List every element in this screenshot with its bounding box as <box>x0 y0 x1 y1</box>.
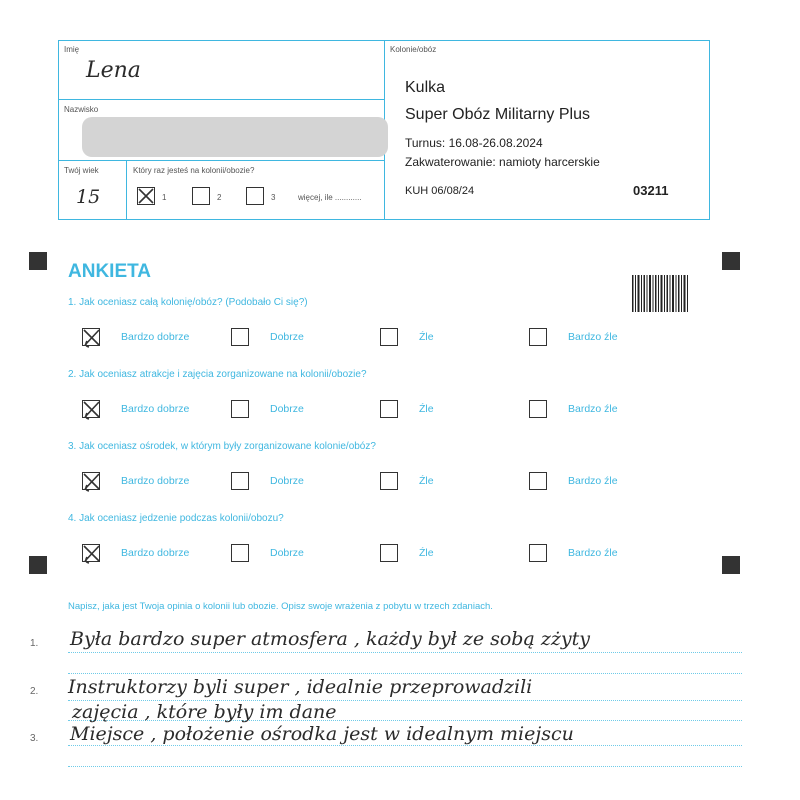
camp-number: 03211 <box>633 183 669 198</box>
rating-checkbox[interactable] <box>380 544 398 562</box>
rating-checkbox[interactable] <box>529 472 547 490</box>
times-option-3: 3 <box>271 193 276 202</box>
question-text: 2. Jak oceniasz atrakcje i zajęcia zorganizowane na kolonii/obozie? <box>68 369 367 380</box>
registration-marker <box>722 556 740 574</box>
registration-marker <box>29 252 47 270</box>
line-number-3: 3. <box>30 733 39 744</box>
rating-option-label: Źle <box>419 331 434 343</box>
times-checkbox-3[interactable] <box>246 187 264 205</box>
rating-option-label: Bardzo źle <box>568 331 618 343</box>
rating-option-label: Dobrze <box>270 403 304 415</box>
zakwaterowanie: Zakwaterowanie: namioty harcerskie <box>405 155 600 169</box>
times-option-1: 1 <box>162 193 167 202</box>
nazwisko-label: Nazwisko <box>64 105 99 114</box>
times-option-2: 2 <box>217 193 222 202</box>
times-checkbox-2[interactable] <box>192 187 210 205</box>
line-number-2: 2. <box>30 686 39 697</box>
rating-checkbox[interactable] <box>529 328 547 346</box>
rating-checkbox[interactable] <box>82 472 100 490</box>
rating-option-label: Dobrze <box>270 547 304 559</box>
answer-line-1: Była bardzo super atmosfera , każdy był ze sobą zżyty <box>70 628 590 650</box>
rating-checkbox[interactable] <box>82 400 100 418</box>
answer-line-3: Miejsce , położenie ośrodka jest w idealnym miejscu <box>70 723 574 745</box>
rating-checkbox[interactable] <box>529 544 547 562</box>
camp-title: Super Obóz Militarny Plus <box>405 106 590 123</box>
answer-line-2: Instruktorzy byli super , idealnie przeprowadzili <box>68 676 533 698</box>
rating-checkbox[interactable] <box>82 328 100 346</box>
rating-checkbox[interactable] <box>82 544 100 562</box>
rating-option-label: Bardzo źle <box>568 475 618 487</box>
wiek-value: 15 <box>76 186 101 208</box>
rating-option-label: Źle <box>419 475 434 487</box>
rating-option-label: Dobrze <box>270 331 304 343</box>
rating-option-label: Bardzo dobrze <box>121 547 190 559</box>
rating-option-label: Źle <box>419 403 434 415</box>
imie-label: Imię <box>64 45 80 54</box>
checkmark-icon <box>136 186 156 206</box>
barcode <box>632 275 688 312</box>
rating-option-label: Bardzo źle <box>568 547 618 559</box>
rating-option-label: Bardzo źle <box>568 403 618 415</box>
question-text: 4. Jak oceniasz jedzenie podczas kolonii/obozu? <box>68 513 284 524</box>
rating-checkbox[interactable] <box>231 544 249 562</box>
survey-title: ANKIETA <box>68 261 152 282</box>
rating-option-label: Bardzo dobrze <box>121 475 190 487</box>
checkmark-icon <box>81 543 103 565</box>
rating-option-label: Źle <box>419 547 434 559</box>
rating-checkbox[interactable] <box>231 328 249 346</box>
writing-line <box>68 652 742 653</box>
rating-checkbox[interactable] <box>231 400 249 418</box>
question-text: 3. Jak oceniasz ośrodek, w którym były zorganizowane kolonie/obóz? <box>68 441 376 452</box>
times-checkbox-1[interactable] <box>137 187 155 205</box>
kolonie-label: Kolonie/obóz <box>390 45 437 54</box>
checkmark-icon <box>81 399 103 421</box>
rating-option-label: Bardzo dobrze <box>121 403 190 415</box>
opinion-prompt: Napisz, jaka jest Twoja opinia o kolonii lub obozie. Opisz swoje wrażenia z pobytu w trzech zdaniach. <box>68 601 493 612</box>
ktory-raz-label: Który raz jesteś na kolonii/obozie? <box>133 166 255 175</box>
turnus: Turnus: 16.08-26.08.2024 <box>405 136 543 150</box>
rating-checkbox[interactable] <box>380 472 398 490</box>
checkmark-icon <box>81 327 103 349</box>
wiek-label: Twój wiek <box>64 166 99 175</box>
writing-line <box>68 745 742 746</box>
writing-line <box>68 766 742 767</box>
registration-marker <box>722 252 740 270</box>
answer-line-2-cont: zajęcia , które były im dane <box>72 701 337 723</box>
checkmark-icon <box>81 471 103 493</box>
rating-checkbox[interactable] <box>529 400 547 418</box>
line-number-1: 1. <box>30 638 39 649</box>
camp-name: Kulka <box>405 79 446 96</box>
rating-checkbox[interactable] <box>380 328 398 346</box>
imie-value: Lena <box>86 58 141 83</box>
redacted-surname <box>82 117 388 157</box>
camp-code: KUH 06/08/24 <box>405 185 475 197</box>
times-more: więcej, ile ............ <box>298 193 362 202</box>
rating-checkbox[interactable] <box>380 400 398 418</box>
writing-line <box>68 673 742 674</box>
question-text: 1. Jak oceniasz całą kolonię/obóz? (Podobało Ci się?) <box>68 297 308 308</box>
registration-marker <box>29 556 47 574</box>
rating-option-label: Dobrze <box>270 475 304 487</box>
rating-checkbox[interactable] <box>231 472 249 490</box>
rating-option-label: Bardzo dobrze <box>121 331 190 343</box>
